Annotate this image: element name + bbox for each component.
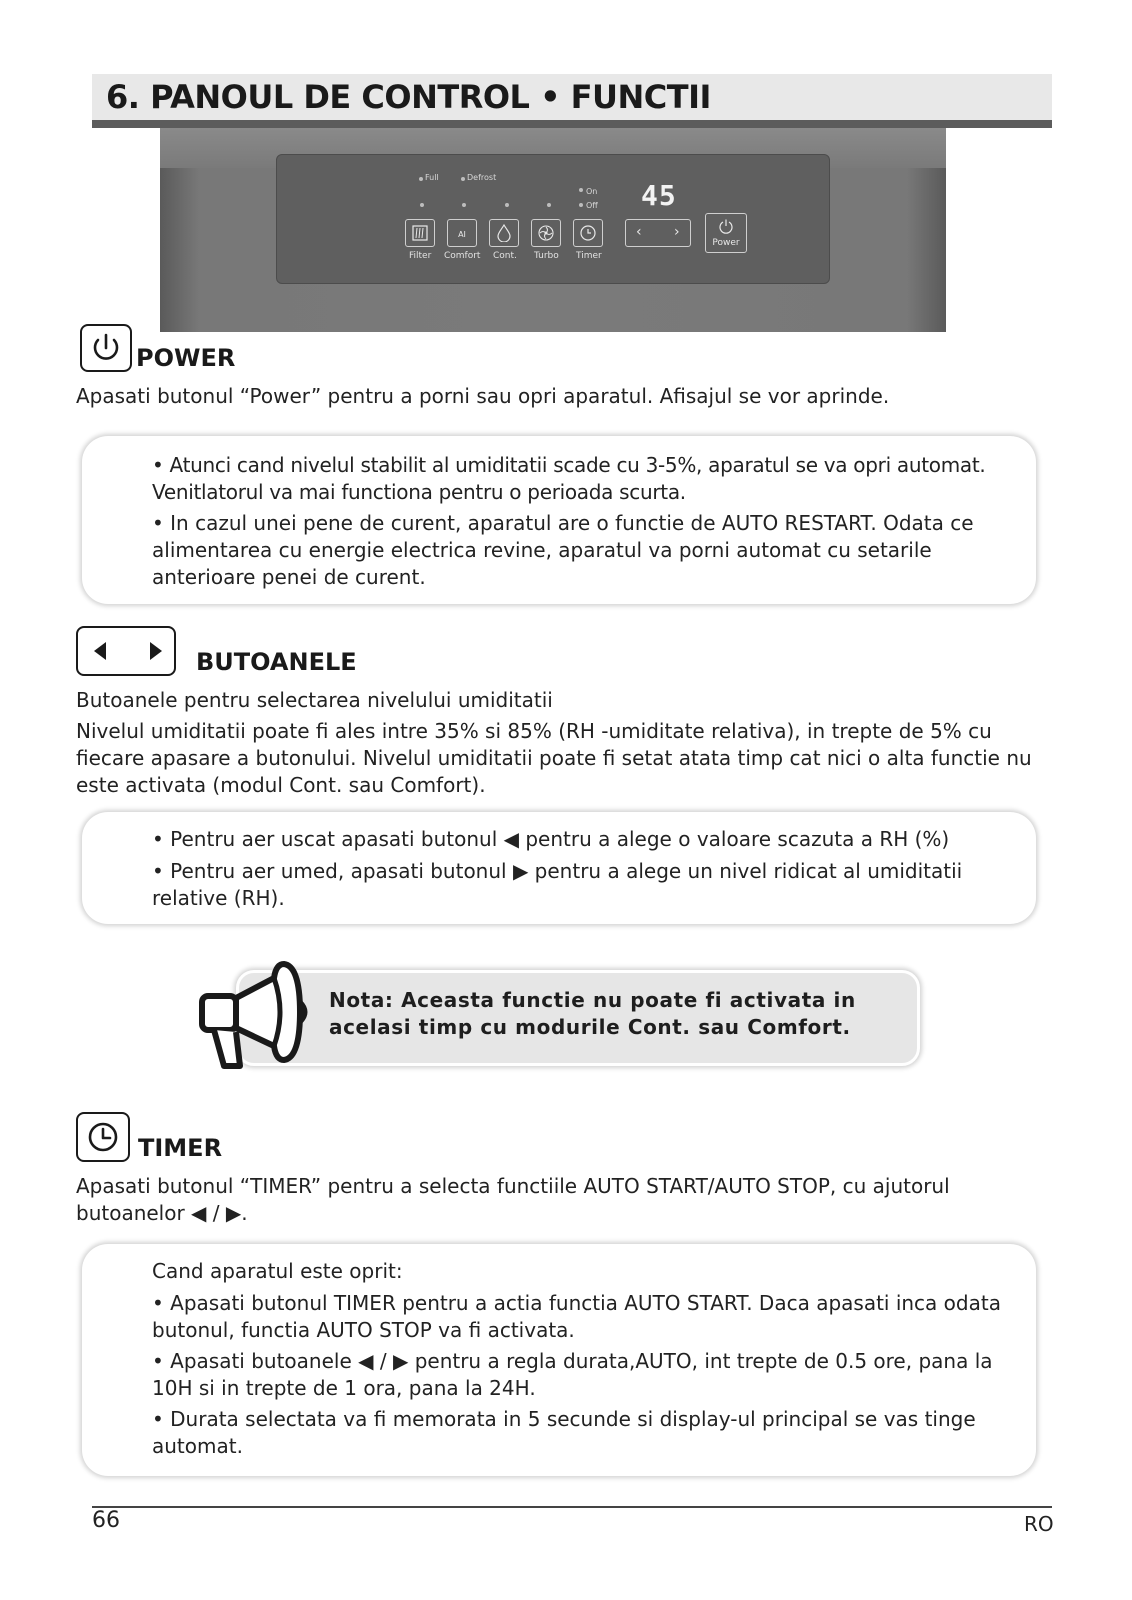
timer-description: Apasati butonul “TIMER” pentru a selecta functiile AUTO START/AUTO STOP, cu ajutorul butoanelor ◀ / ▶. [76, 1174, 950, 1225]
control-panel [276, 154, 830, 284]
note-text: Nota: Aceasta functie nu poate fi activata in acelasi timp cu modurile Cont. sau Comfort. [329, 988, 856, 1039]
comfort-button[interactable] [447, 219, 477, 247]
power-section-icon [80, 324, 132, 372]
note-box [236, 970, 920, 1066]
language-code: RO [1024, 1512, 1054, 1536]
buttons-note-1: • Pentru aer uscat apasati butonul ◀ pentru a alege o valoare scazuta a RH (%) [152, 827, 950, 851]
timer-note-2: • Apasati butoanele ◀ / ▶ pentru a regla durata,AUTO, int trepte de 0.5 ore, pana la 10H si in trepte de 1 ora, pana la 24H. [152, 1349, 993, 1400]
drop-icon [496, 224, 512, 242]
cont-button[interactable] [489, 219, 519, 247]
clock-icon [78, 1114, 128, 1160]
filter-led [420, 203, 424, 207]
timer-label: Timer [576, 251, 602, 261]
buttons-description-1: Butoanele pentru selectarea nivelului umiditatii [76, 688, 553, 712]
turbo-led [547, 203, 551, 207]
buttons-note-2: • Pentru aer umed, apasati butonul ▶ pentru a alege un nivel ridicat al umiditatii relative (RH). [152, 859, 963, 910]
chevron-right-icon[interactable]: › [674, 224, 680, 240]
off-label: Off [586, 201, 598, 210]
power-note-2: • In cazul unei pene de curent, aparatul are o functie de AUTO RESTART. Odata ce alimentarea cu energie electrica revine, aparatul va porni automat cu setarile anterioare penei de curent. [152, 511, 974, 589]
power-icon [718, 218, 734, 234]
left-right-arrows-icon [78, 628, 174, 674]
cont-led [505, 203, 509, 207]
timer-note-3: • Durata selectata va fi memorata in 5 secunde si display-ul principal se vas tinge automat. [152, 1407, 976, 1458]
filter-icon [411, 225, 429, 241]
chevron-left-icon[interactable]: ‹ [636, 224, 642, 240]
filter-button[interactable] [405, 219, 435, 247]
power-heading: POWER [136, 344, 236, 372]
turbo-label: Turbo [534, 251, 559, 261]
defrost-label: Defrost [467, 173, 497, 182]
timer-heading: TIMER [138, 1134, 223, 1162]
power-label: Power [712, 238, 740, 248]
full-led [419, 177, 423, 181]
section-title-bar [92, 74, 1052, 128]
comfort-led [462, 203, 466, 207]
buttons-info-box [82, 812, 1036, 924]
panel-power-button[interactable] [705, 213, 747, 253]
comfort-label: Comfort [444, 251, 481, 261]
power-info-box [82, 436, 1036, 604]
timer-button[interactable] [573, 219, 603, 247]
ai-label: AI [458, 230, 466, 239]
timer-note-intro: Cand aparatul este oprit: [152, 1259, 403, 1283]
humidity-display: 45 [641, 179, 677, 212]
timer-info-box [82, 1244, 1036, 1476]
on-label: On [586, 187, 598, 196]
arrow-buttons-section-icon [76, 626, 176, 676]
cont-label: Cont. [493, 251, 517, 261]
power-note-1: • Atunci cand nivelul stabilit al umiditatii scade cu 3-5%, aparatul se va opri automat. Venitlatorul va mai functiona pentru o perioada scurta. [152, 453, 986, 504]
page-title: 6. PANOUL DE CONTROL • FUNCTII [106, 78, 711, 116]
buttons-description-2: Nivelul umiditatii poate fi ales intre 35% si 85% (RH -umiditate relativa), in trepte de 5% cu fiecare apasare a butonului. Nivelul umiditatii poate fi setat atata timp cat nici o alta functie nu este activata (modul Cont. sau Comfort). [76, 719, 1032, 797]
power-description: Apasati butonul “Power” pentru a porni sau opri aparatul. Afisajul se vor aprinde. [76, 384, 890, 408]
page-number: 66 [92, 1508, 120, 1533]
megaphone-icon [196, 956, 320, 1074]
footer-divider [92, 1506, 1052, 1508]
power-icon [82, 326, 130, 370]
turbo-button[interactable] [531, 219, 561, 247]
timer-note-1: • Apasati butonul TIMER pentru a actia functia AUTO START. Daca apasati inca odata butonul, functia AUTO STOP va fi activata. [152, 1291, 1001, 1342]
device-illustration [160, 128, 946, 332]
fan-icon [537, 224, 555, 242]
buttons-heading: BUTOANELE [196, 648, 357, 676]
clock-icon [579, 224, 597, 242]
off-led [579, 203, 583, 207]
timer-section-icon [76, 1112, 130, 1162]
defrost-led [461, 177, 465, 181]
filter-label: Filter [409, 251, 432, 261]
full-label: Full [425, 173, 439, 182]
humidity-arrow-buttons[interactable] [625, 219, 691, 247]
on-led [579, 188, 583, 192]
